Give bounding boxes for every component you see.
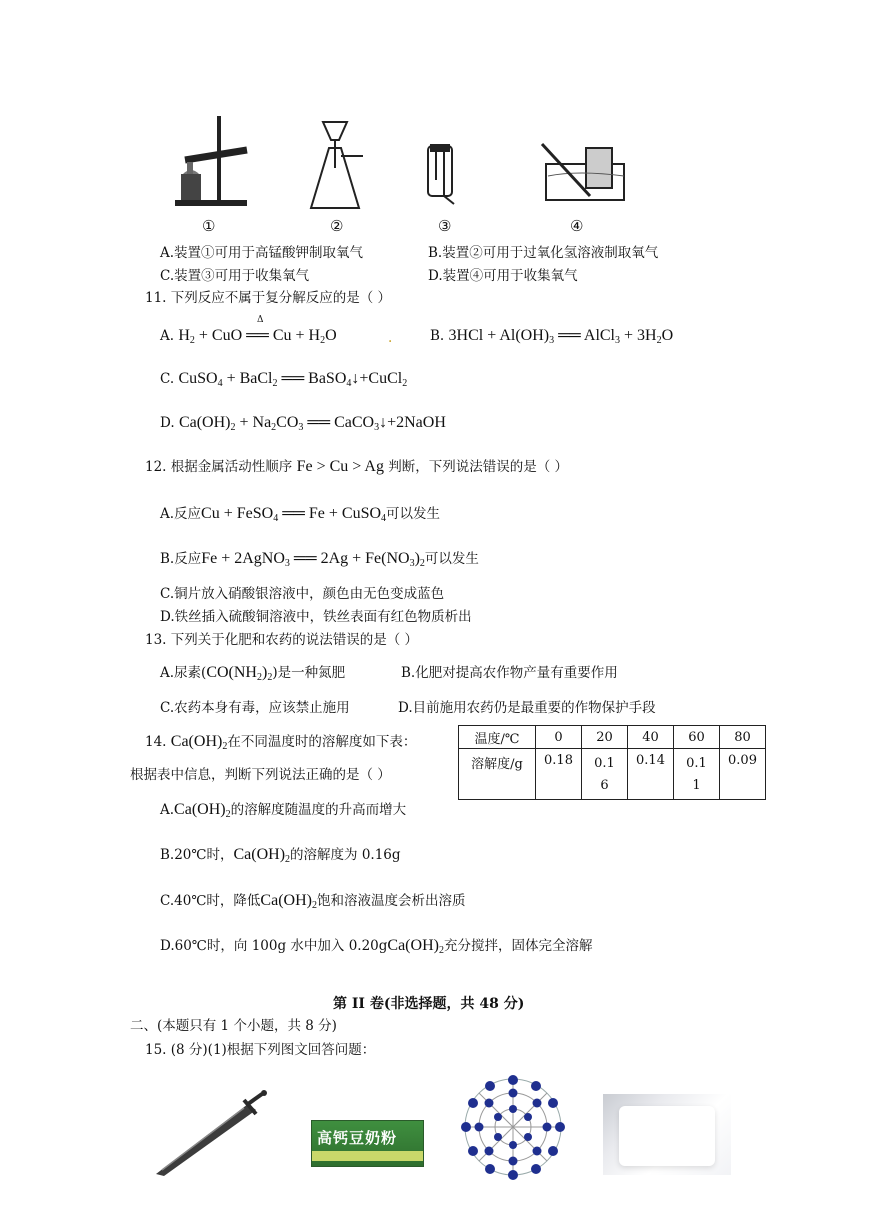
q14-option-a: $A.Ca(OH)_2$的溶解度随温度的升高而增大 (160, 801, 407, 820)
q14-option-a-post: 的溶解度随温度的升高而增大 (230, 802, 407, 818)
table-cell: 0.1 6 (582, 749, 628, 800)
q13-stem: 13. 下列关于化肥和农药的说法错误的是（ ） (145, 632, 419, 648)
q14-option-c: C.40℃时，降低$Ca(OH)_2$饱和溶液温度会析出溶质 (160, 892, 466, 911)
solubility-table (458, 725, 766, 800)
table-cell: 0 (536, 726, 582, 749)
q12-option-c: C.铜片放入硝酸银溶液中，颜色由无色变成蓝色 (160, 586, 445, 602)
section-2-part: 二、(本题只有 1 个小题，共 8 分) (130, 1018, 337, 1034)
table-row-temperature (459, 726, 766, 749)
white-cube-image (603, 1094, 731, 1175)
q11-option-c: C. CuSO$_4$ + BaCl$_2$ ══ BaSO$_4$↓+CuCl$_2$ (160, 370, 408, 389)
q13-option-c: C.农药本身有毒，应该禁止施用 (160, 700, 350, 716)
q14-option-d-post: 充分搅拌，固体完全溶解 (443, 938, 593, 954)
bronze-sword-image (152, 1090, 270, 1176)
apparatus-4-figure (538, 140, 630, 210)
q10-option-d: D.装置④可用于收集氧气 (428, 268, 578, 284)
q13-option-d: D.目前施用农药仍是最重要的作物保护手段 (398, 700, 656, 716)
q14-stem-post: 在不同温度时的溶解度如下表： (227, 734, 417, 750)
apparatus-3-figure (420, 140, 460, 210)
q14-option-b-post: 的溶解度为 0.16g (290, 847, 401, 863)
q13-option-a-pre: A.尿素( (160, 665, 207, 681)
apparatus-2-figure (305, 118, 365, 218)
q10-option-a: A.装置①可用于高锰酸钾制取氧气 (160, 245, 364, 261)
q14-option-b-pre: B.20℃时， (160, 847, 234, 863)
q14-option-a-pre: A. (160, 802, 175, 818)
table-row-solubility (459, 749, 766, 800)
apparatus-2-label: ② (330, 217, 344, 235)
q12-option-a-post: 可以发生 (386, 506, 441, 522)
table-cell: 20 (582, 726, 628, 749)
q12-option-b-post: 可以发生 (424, 551, 479, 567)
apparatus-4-label: ④ (570, 217, 584, 235)
apparatus-1-label: ① (202, 217, 216, 235)
q14-option-b: B.20℃时，$Ca(OH)_2$的溶解度为 0.16g (160, 846, 401, 865)
q12-option-a-pre: A.反应 (160, 506, 202, 522)
table-cell: 60 (674, 726, 720, 749)
milk-powder-stripe (312, 1151, 423, 1161)
cube-face (619, 1106, 715, 1166)
q11-stem: 11. 下列反应不属于复分解反应的是（ ） (145, 290, 392, 306)
table-cell: 0.18 (536, 749, 582, 800)
q12-option-d: D.铁丝插入硫酸铜溶液中，铁丝表面有红色物质析出 (160, 609, 472, 625)
q10-option-c: C.装置③可用于收集氧气 (160, 268, 310, 284)
q12-option-a: A.反应Cu + FeSO$_4$ ══ Fe + CuSO$_4$可以发生 (160, 505, 441, 524)
q13-option-a: A.尿素$(CO(NH_2)_2)$是一种氮肥 (160, 664, 346, 683)
fullerene-molecule-image (458, 1075, 568, 1180)
q14-option-d: D.60℃时，向 100g 水中加入 $0.20gCa(OH)_2$充分搅拌，固体完全溶解 (160, 937, 593, 956)
table-cell: 温度/℃ (459, 726, 536, 749)
table-cell: 80 (720, 726, 766, 749)
q11-option-a: A. $H_2$ + CuO ══ $Cu + H_2O$ (160, 327, 337, 346)
q11-dot: . (388, 330, 393, 346)
q14-option-c-post: 饱和溶液温度会析出溶质 (316, 893, 466, 909)
q12-option-b: B.反应Fe + 2AgNO$_3$ ══ $2Ag + Fe(NO_3)_2$可以发生 (160, 550, 479, 569)
q13-option-a-post: )是一种氮肥 (272, 665, 346, 681)
table-cell: 0.14 (628, 749, 674, 800)
table-cell: 0.1 1 (674, 749, 720, 800)
milk-powder-package-image (311, 1120, 424, 1167)
apparatus-3-label: ③ (438, 217, 452, 235)
q12-stem (145, 458, 568, 476)
q12-option-b-pre: B.反应 (160, 551, 202, 567)
q13-option-b: B.化肥对提高农作物产量有重要作用 (401, 665, 618, 681)
q11-heat-symbol: Δ (257, 315, 264, 325)
milk-powder-label: 高钙豆奶粉 (317, 1129, 398, 1147)
q12-stem-pre: 12. 根据金属活动性顺序 (145, 459, 293, 475)
q11-option-d: D. $Ca(OH)_2 + Na_2CO_3$ ══ CaCO$_3$↓+2NaOH (160, 414, 446, 433)
q12-activity-order: Fe > Cu > Ag (296, 458, 384, 475)
q14-stem-line2: 根据表中信息，判断下列说法正确的是（ ） (130, 767, 391, 783)
q14-option-d-pre: D.60℃时，向 100g 水中加入 0.20g (160, 938, 388, 954)
q11-option-b: B. $3HCl + Al(OH)_3$ ══ AlCl$_3$ + $3H_2O$ (430, 327, 674, 346)
section-2-title: 第 II 卷(非选择题，共 48 分) (333, 996, 525, 1012)
q14-number: 14. (145, 734, 167, 750)
table-cell: 40 (628, 726, 674, 749)
table-cell: 溶解度/g (459, 749, 536, 800)
table-cell: 0.09 (720, 749, 766, 800)
q10-option-b: B.装置②可用于过氧化氢溶液制取氧气 (428, 245, 659, 261)
q12-stem-post: 判断，下列说法错误的是（ ） (388, 459, 569, 475)
q14-option-c-pre: C.40℃时，降低 (160, 893, 261, 909)
q15-stem: 15. (8 分)(1)根据下列图文回答问题： (145, 1042, 376, 1058)
q14-stem: 14. $Ca(OH)_2$在不同温度时的溶解度如下表： (145, 733, 417, 752)
